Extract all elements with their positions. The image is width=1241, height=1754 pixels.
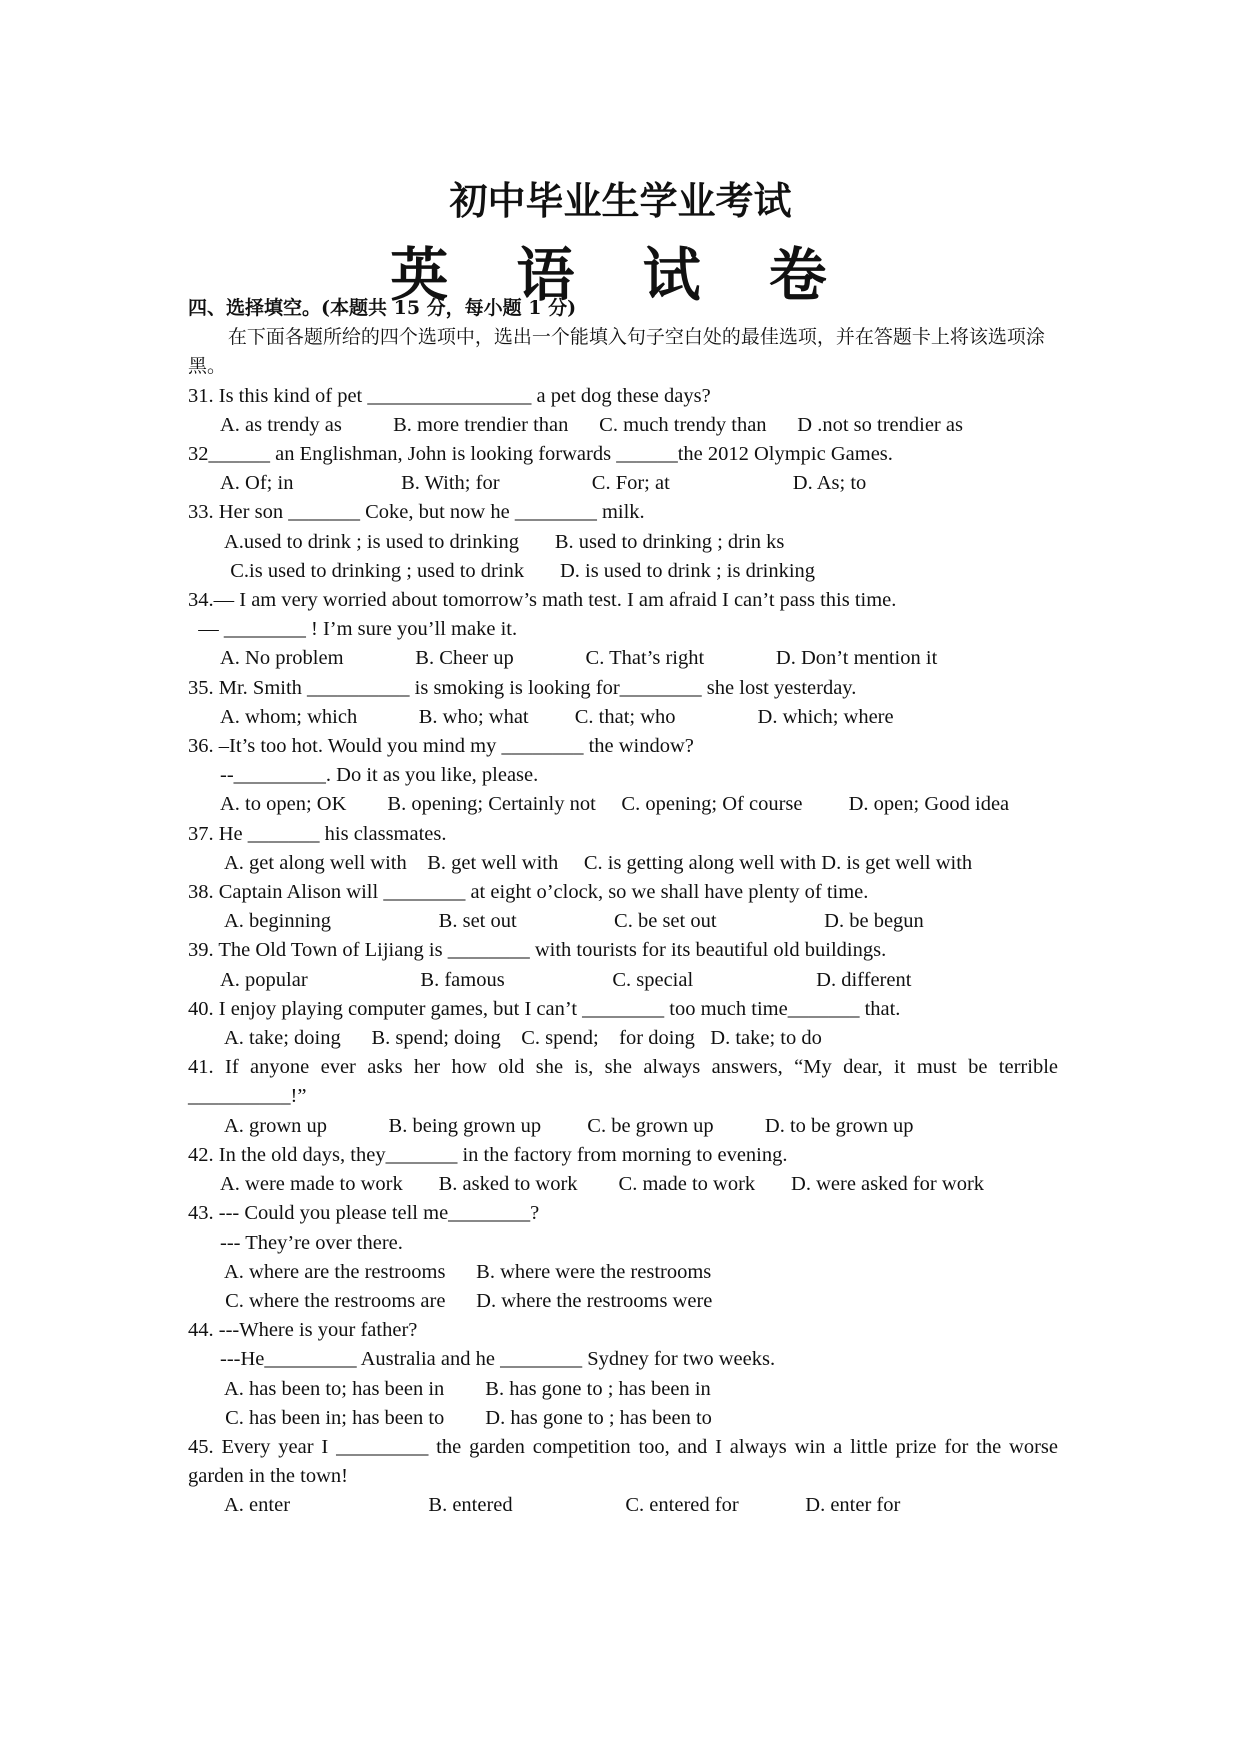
question-45-options: A. enter B. entered C. entered for D. enter for <box>220 1494 901 1517</box>
question-38-stem: 38. Captain Alison will ________ at eight o’clock, so we shall have plenty of time. <box>188 881 869 904</box>
question-39-stem: 39. The Old Town of Lijiang is ________ with tourists for its beautiful old buildings. <box>188 939 887 962</box>
question-33-options-ab: A.used to drink ; is used to drinking B. used to drinking ; drin ks <box>220 530 785 553</box>
question-34-stem: 34.— I am very worried about tomorrow’s math test. I am afraid I can’t pass this time. <box>188 589 897 612</box>
question-43-options-cd: C. where the restrooms are D. where the restrooms were <box>220 1289 713 1312</box>
question-37-options: A. get along well with B. get well with C. is getting along well with D. is get well with <box>220 851 973 874</box>
question-36-stem: 36. –It’s too hot. Would you mind my ________ the window? <box>188 735 694 758</box>
question-33-stem: 33. Her son _______ Coke, but now he ________ milk. <box>188 501 645 524</box>
question-31-options: A. as trendy as B. more trendier than C. much trendy than D .not so trendier as <box>220 413 963 436</box>
question-44-options-ab: A. has been to; has been in B. has gone to ; has been in <box>220 1377 711 1400</box>
exam-title: 初中毕业生学业考试 <box>449 178 792 223</box>
section-instructions: 在下面各题所给的四个选项中，选出一个能填入句子空白处的最佳选项，并在答题卡上将该选项涂黑。 <box>188 326 1045 378</box>
question-38-options: A. beginning B. set out C. be set out D. be begun <box>220 910 924 933</box>
question-44-stem-reply: ---He_________ Australia and he ________ Sydney for two weeks. <box>220 1348 776 1371</box>
question-41-options: A. grown up B. being grown up C. be grown up D. to be grown up <box>220 1114 914 1137</box>
question-32-options: A. Of; in B. With; for C. For; at D. As; to <box>220 472 867 495</box>
question-33-options-cd: C.is used to drinking ; used to drink D. is used to drink ; is drinking <box>220 559 816 582</box>
question-40-options: A. take; doing B. spend; doing C. spend; for doing D. take; to do <box>220 1027 822 1050</box>
exam-subtitle: 英 语 试 卷 <box>390 241 851 309</box>
question-31-stem: 31. Is this kind of pet ________________ a pet dog these days? <box>188 384 711 407</box>
question-44-options-cd: C. has been in; has been to D. has gone to ; has been to <box>220 1406 712 1429</box>
question-34-options: A. No problem B. Cheer up C. That’s right D. Don’t mention it <box>220 647 938 670</box>
question-43-stem: 43. --- Could you please tell me________? <box>188 1202 540 1225</box>
question-36-stem-reply: --_________. Do it as you like, please. <box>220 764 539 787</box>
question-45-stem: 45. Every year I _________ the garden competition too, and I always win a little prize for the worse garden in the town! <box>188 1435 1058 1488</box>
question-43-options-ab: A. where are the restrooms B. where were the restrooms <box>220 1260 712 1283</box>
question-43-stem-reply: --- They’re over there. <box>220 1231 403 1254</box>
question-34-stem-reply: — ________ ! I’m sure you’ll make it. <box>188 618 518 641</box>
section-heading: 四、选择填空。(本题共 15 分，每小题 1 分) <box>188 297 577 319</box>
question-40-stem: 40. I enjoy playing computer games, but I can’t ________ too much time_______ that. <box>188 997 901 1020</box>
question-44-stem: 44. ---Where is your father? <box>188 1319 418 1342</box>
question-41-stem: 41. If anyone ever asks her how old she is, she always answers, “My dear, it must be terrible __________!” <box>188 1056 1058 1108</box>
question-32-stem: 32______ an Englishman, John is looking forwards ______the 2012 Olympic Games. <box>188 443 893 466</box>
question-36-options: A. to open; OK B. opening; Certainly not C. opening; Of course D. open; Good idea <box>220 793 1010 816</box>
question-35-stem: 35. Mr. Smith __________ is smoking is looking for________ she lost yesterday. <box>188 676 857 699</box>
question-42-stem: 42. In the old days, they_______ in the factory from morning to evening. <box>188 1143 788 1166</box>
question-37-stem: 37. He _______ his classmates. <box>188 822 447 845</box>
question-35-options: A. whom; which B. who; what C. that; who D. which; where <box>220 705 894 728</box>
exam-content <box>188 294 1058 1521</box>
question-39-options: A. popular B. famous C. special D. different <box>220 968 912 991</box>
question-42-options: A. were made to work B. asked to work C. made to work D. were asked for work <box>220 1173 985 1196</box>
